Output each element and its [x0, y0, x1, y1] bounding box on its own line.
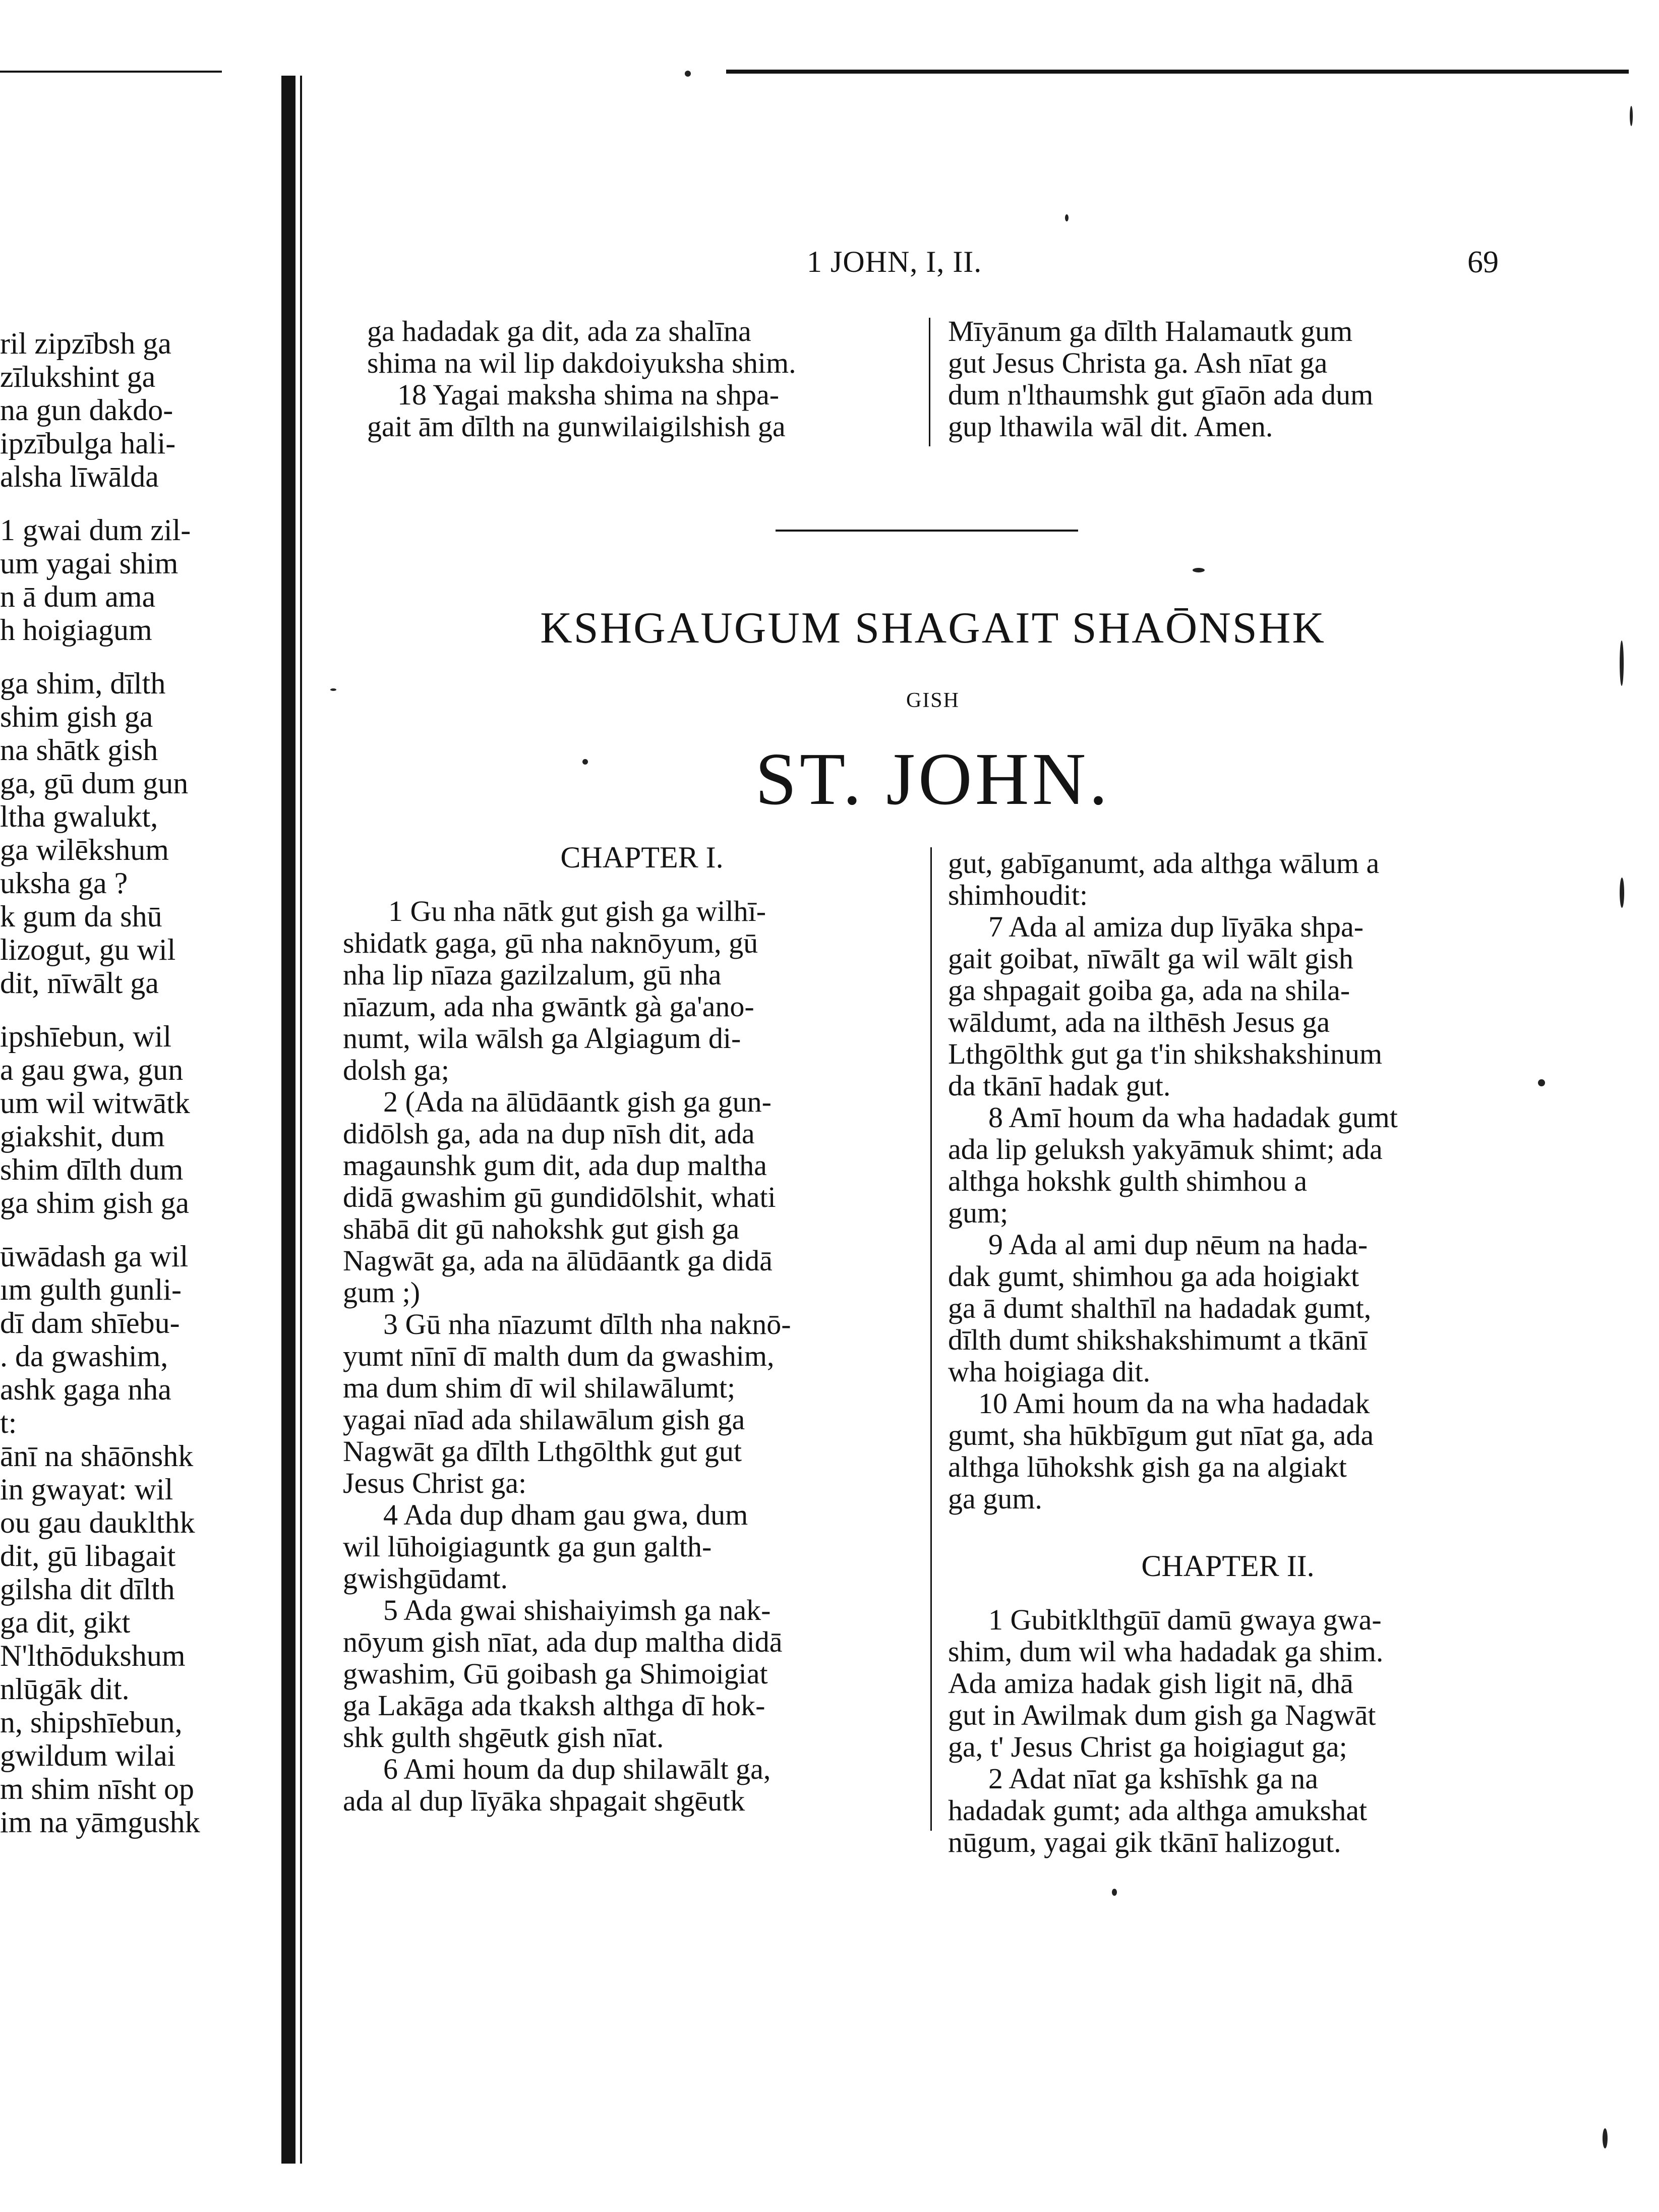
- ink-speck: [582, 759, 588, 765]
- verse-line: Jesus Christ ga:: [343, 1467, 527, 1499]
- verse-line: wil lūhoigiaguntk ga gun galth-: [343, 1530, 712, 1563]
- fragment-line: ipshīebun, wil: [0, 1020, 171, 1053]
- fragment-line: n ā dum ama: [0, 580, 156, 613]
- chapter-1-right-column: [948, 847, 1508, 1515]
- fragment-line: ga wilēkshum: [0, 833, 169, 866]
- fragment-line: t:: [0, 1406, 17, 1439]
- verse-line: ga gum.: [948, 1482, 1042, 1515]
- verse-line: gum ;): [343, 1276, 421, 1309]
- verse-line: 3 Gū nha nīazumt dīlth nha naknō-: [383, 1308, 791, 1341]
- verse-line: 1 Gu nha nātk gut gish ga wilhī-: [388, 895, 766, 927]
- fragment-line: gwildum wilai: [0, 1739, 176, 1772]
- verse-line: nīazum, ada nha gwāntk gà ga'ano-: [343, 990, 754, 1023]
- ink-speck: [1620, 878, 1624, 908]
- verse-line: shimhoudit:: [948, 879, 1088, 911]
- top-right-rule: [726, 70, 1629, 74]
- verse-line: 7 Ada al amiza dup līyāka shpa-: [988, 910, 1364, 943]
- fragment-line: ānī na shāōnshk: [0, 1439, 194, 1473]
- verse-line: ga Lakāga ada tkaksh althga dī hok-: [343, 1689, 765, 1722]
- ink-speck: [1112, 1889, 1117, 1896]
- ink-speck: [1630, 106, 1633, 126]
- verse-line: gwashim, Gū goibash ga Shimoigiat: [343, 1657, 768, 1690]
- verse-line: da tkānī hadak gut.: [948, 1069, 1171, 1102]
- verse-line: yumt nīnī dī malth dum da gwashim,: [343, 1340, 775, 1372]
- left-page-fragment: [0, 327, 242, 1839]
- fragment-line: ltha gwalukt,: [0, 800, 158, 833]
- fragment-line: ril zipzībsh ga: [0, 327, 171, 360]
- verse-line: 2 Adat nīat ga kshīshk ga na: [988, 1762, 1319, 1795]
- fragment-line: zīlukshint ga: [0, 360, 156, 393]
- book-title: KSHGAUGUM SHAGAIT SHAŌNSHK: [540, 604, 1326, 653]
- fragment-line: . da gwashim,: [0, 1340, 168, 1373]
- fragment-line: ga shim gish ga: [0, 1186, 189, 1219]
- verse-line: dolsh ga;: [343, 1054, 450, 1086]
- chapter-1-left-column: [343, 895, 913, 1817]
- fragment-line: uksha ga ?: [0, 866, 128, 900]
- fragment-line: ipzībulga hali-: [0, 427, 176, 460]
- fragment-line: ga dit, gikt: [0, 1606, 131, 1639]
- ink-speck: [1065, 214, 1069, 221]
- fragment-line: um yagai shim: [0, 547, 179, 580]
- fragment-line: na shātk gish: [0, 733, 158, 767]
- verse-line: gumt, sha hūkbīgum gut nīat ga, ada: [948, 1419, 1374, 1451]
- verse-line: ada lip geluksh yakyāmuk shimt; ada: [948, 1133, 1383, 1166]
- top-left-column: [367, 315, 917, 442]
- chapter-2-heading: CHAPTER II.: [1141, 1549, 1315, 1583]
- paragraph-gap: [0, 493, 242, 513]
- verse-line: Lthgōlthk gut ga t'in shikshakshinum: [948, 1037, 1383, 1070]
- fragment-line: im na yāmgushk: [0, 1806, 200, 1839]
- verse-line: shim, dum wil wha hadadak ga shim.: [948, 1635, 1384, 1668]
- verse-line: yagai nīad ada shilawālum gish ga: [343, 1403, 745, 1436]
- fragment-line: in gwayat: wil: [0, 1473, 173, 1506]
- fragment-line: dit, nīwālt ga: [0, 966, 159, 1000]
- book-title-main: ST. JOHN.: [755, 738, 1111, 821]
- verse-line: shk gulth shgēutk gish nīat.: [343, 1721, 664, 1754]
- verse-line: ga, t' Jesus Christ ga hoigiagut ga;: [948, 1730, 1347, 1763]
- paragraph-gap: [0, 1000, 242, 1020]
- verse-line: nūgum, yagai gik tkānī halizogut.: [948, 1826, 1341, 1858]
- ink-speck: [330, 688, 336, 691]
- verse-line: gut in Awilmak dum gish ga Nagwāt: [948, 1699, 1376, 1731]
- verse-line: ga shpagait goiba ga, ada na shila-: [948, 974, 1350, 1007]
- verse-line: didā gwashim gū gundidōlshit, whati: [343, 1181, 776, 1213]
- verse-line: magaunshk gum dit, ada dup maltha: [343, 1149, 767, 1182]
- verse-line: didōlsh ga, ada na dup nīsh dit, ada: [343, 1117, 755, 1150]
- ink-speck: [1603, 2128, 1608, 2148]
- text-line: dum n'lthaumshk gut gīaōn ada dum: [948, 378, 1374, 411]
- fragment-line: ashk gaga nha: [0, 1373, 171, 1406]
- verse-line: shidatk gaga, gū nha naknōyum, gū: [343, 926, 758, 959]
- verse-line: 5 Ada gwai shishaiyimsh ga nak-: [383, 1594, 771, 1626]
- gutter-bar-thin: [300, 76, 302, 2164]
- ink-speck: [1538, 1079, 1545, 1086]
- fragment-line: N'lthōdukshum: [0, 1639, 186, 1672]
- verse-line: althga hokshk gulth shimhou a: [948, 1165, 1308, 1197]
- verse-line: shābā dit gū nahokshk gut gish ga: [343, 1212, 740, 1245]
- fragment-line: 1 gwai dum zil-: [0, 513, 191, 547]
- verse-line: ga ā dumt shalthīl na hadadak gumt,: [948, 1292, 1372, 1324]
- fragment-line: gilsha dit dīlth: [0, 1573, 175, 1606]
- verse-line: 2 (Ada na ālūdāantk gish ga gun-: [383, 1085, 772, 1118]
- verse-line: hadadak gumt; ada althga amukshat: [948, 1794, 1368, 1827]
- ink-speck: [1620, 641, 1624, 686]
- fragment-line: alsha līwālda: [0, 460, 159, 493]
- text-line: gup lthawila wāl dit. Amen.: [948, 410, 1273, 443]
- top-right-column: [948, 315, 1503, 442]
- fragment-line: lizogut, gu wil: [0, 933, 176, 966]
- verse-line: 4 Ada dup dham gau gwa, dum: [383, 1498, 748, 1531]
- fragment-line: a gau gwa, gun: [0, 1053, 184, 1086]
- column-divider-main: [930, 847, 932, 1831]
- fragment-line: n, shipshīebun,: [0, 1706, 183, 1739]
- fragment-line: k gum da shū: [0, 900, 162, 933]
- verse-line: Nagwāt ga dīlth Lthgōlthk gut gut: [343, 1435, 742, 1468]
- verse-line: Ada amiza hadak gish ligit nā, dhā: [948, 1667, 1353, 1700]
- text-line: Mīyānum ga dīlth Halamautk gum: [948, 315, 1353, 347]
- verse-line: ma dum shim dī wil shilawālumt;: [343, 1371, 736, 1404]
- paragraph-gap: [0, 647, 242, 667]
- verse-line: 8 Amī houm da wha hadadak gumt: [988, 1101, 1398, 1134]
- verse-line: nōyum gish nīat, ada dup maltha didā: [343, 1625, 783, 1658]
- verse-line: wāldumt, ada na ilthēsh Jesus ga: [948, 1006, 1330, 1038]
- text-line: 18 Yagai maksha shima na shpa-: [397, 378, 780, 411]
- verse-line: numt, wila wālsh ga Algiagum di-: [343, 1022, 741, 1055]
- fragment-line: ou gau dauklthk: [0, 1506, 195, 1539]
- fragment-line: shim gish ga: [0, 700, 153, 733]
- fragment-line: ga, gū dum gun: [0, 767, 189, 800]
- verse-line: gait goibat, nīwālt ga wil wālt gish: [948, 942, 1353, 975]
- section-separator: [776, 530, 1078, 532]
- fragment-line: dī dam shīebu-: [0, 1306, 180, 1340]
- verse-line: 10 Ami houm da na wha hadadak: [978, 1387, 1370, 1420]
- verse-line: 1 Gubitklthgūī damū gwaya gwa-: [988, 1603, 1382, 1636]
- fragment-line: ga shim, dīlth: [0, 667, 166, 700]
- fragment-line: na gun dakdo-: [0, 393, 173, 427]
- fragment-line: h hoigiagum: [0, 613, 152, 647]
- gutter-bar: [281, 76, 295, 2164]
- verse-line: gum;: [948, 1196, 1009, 1229]
- verse-line: wha hoigiaga dit.: [948, 1355, 1151, 1388]
- ink-speck: [685, 71, 691, 77]
- verse-line: nha lip nīaza gazilzalum, gū nha: [343, 958, 722, 991]
- fragment-line: giakshit, dum: [0, 1120, 165, 1153]
- verse-line: 6 Ami houm da dup shilawālt ga,: [383, 1753, 771, 1785]
- chapter-1-heading: CHAPTER I.: [560, 841, 724, 874]
- fragment-line: ūwādash ga wil: [0, 1240, 189, 1273]
- top-left-rule: [0, 71, 222, 73]
- verse-line: 9 Ada al ami dup nēum na hada-: [988, 1228, 1368, 1261]
- ink-speck: [1193, 568, 1205, 572]
- fragment-line: um wil witwātk: [0, 1086, 190, 1120]
- paragraph-gap: [0, 1219, 242, 1240]
- running-title: 1 JOHN, I, II.: [807, 245, 982, 278]
- verse-line: gut, gabīganumt, ada althga wālum a: [948, 847, 1380, 880]
- text-line: shima na wil lip dakdoiyuksha shim.: [367, 346, 796, 379]
- chapter-2-column: [948, 1604, 1508, 1858]
- page-number: 69: [1467, 245, 1499, 279]
- text-line: gait ām dīlth na gunwilaigilshish ga: [367, 410, 786, 443]
- verse-line: Nagwāt ga, ada na ālūdāantk ga didā: [343, 1244, 773, 1277]
- verse-line: dīlth dumt shikshakshimumt a tkānī: [948, 1323, 1368, 1356]
- fragment-line: shim dīlth dum: [0, 1153, 184, 1186]
- fragment-line: dit, gū libagait: [0, 1539, 176, 1573]
- column-divider-top: [929, 318, 930, 446]
- verse-line: dak gumt, shimhou ga ada hoigiakt: [948, 1260, 1359, 1293]
- fragment-line: ım gulth gunli-: [0, 1273, 182, 1306]
- verse-line: gwishgūdamt.: [343, 1562, 508, 1595]
- fragment-line: nlūgāk dit.: [0, 1672, 130, 1706]
- verse-line: althga lūhokshk gish ga na algiakt: [948, 1450, 1347, 1483]
- text-line: ga hadadak ga dit, ada za shalīna: [367, 315, 751, 347]
- verse-line: ada al dup līyāka shpagait shgēutk: [343, 1784, 745, 1817]
- text-line: gut Jesus Christa ga. Ash nīat ga: [948, 346, 1328, 379]
- book-title-gish: GISH: [906, 689, 960, 712]
- fragment-line: m shim nīsht op: [0, 1772, 195, 1806]
